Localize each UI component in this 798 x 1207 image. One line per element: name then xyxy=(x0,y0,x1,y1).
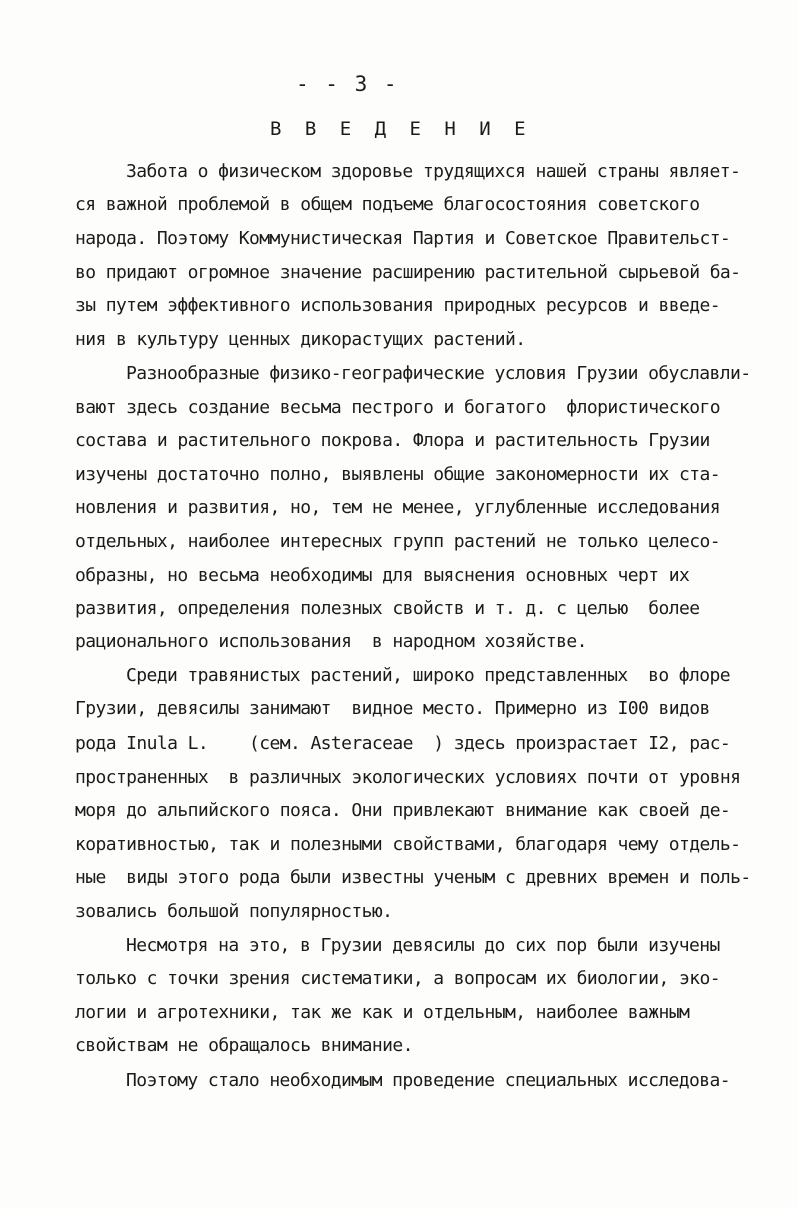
text-line: зовались большой популярностью. xyxy=(75,901,393,922)
text-line: развития, определения полезных свойств и т. д. с целью более xyxy=(75,598,700,619)
text-line: Несмотря на это, в Грузии девясилы до сих пор были изучены xyxy=(126,935,720,956)
text-line: рода Inula L. (сем. Asteraceae ) здесь произрастает I2, рас- xyxy=(75,733,731,754)
text-line: пространенных в различных экологических условиях почти от уровня xyxy=(75,767,741,788)
text-line: изучены достаточно полно, выявлены общие закономерности их ста- xyxy=(75,464,720,485)
text-line: Среди травянистых растений, широко представленных во флоре xyxy=(126,665,730,686)
section-heading: В В Е Д Е Н И Е xyxy=(270,118,532,140)
text-line: зы путем эффективного использования природных ресурсов и введе- xyxy=(75,295,720,316)
text-line: образны, но весьма необходимы для выяснения основных черт их xyxy=(75,565,690,586)
text-line: отдельных, наиболее интересных групп растений не только целесо- xyxy=(75,531,720,552)
text-line: состава и растительного покрова. Флора и растительность Грузии xyxy=(75,430,710,451)
page-number: - - 3 - xyxy=(296,72,399,96)
text-line: рационального использования в народном хозяйстве. xyxy=(75,631,587,652)
text-line: Разнообразные физико-географические условия Грузии обуславли- xyxy=(126,363,751,384)
text-line: ные виды этого рода были известны ученым с древних времен и поль- xyxy=(75,867,751,888)
text-line: свойствам не обращалось внимание. xyxy=(75,1035,413,1056)
text-line: во придают огромное значение расширению растительной сырьевой ба- xyxy=(75,262,741,283)
text-line: Забота о физическом здоровье трудящихся нашей страны являет- xyxy=(126,161,741,182)
text-line: народа. Поэтому Коммунистическая Партия и Советское Правительст- xyxy=(75,228,731,249)
text-line: логии и агротехники, так же как и отдельным, наиболее важным xyxy=(75,1002,690,1023)
text-line: ся важной проблемой в общем подъеме благосостояния советского xyxy=(75,194,700,215)
text-line: только с точки зрения систематики, а вопросам их биологии, эко- xyxy=(75,968,720,989)
text-line: коративностью, так и полезными свойствами, благодаря чему отдель- xyxy=(75,834,741,855)
text-line: Грузии, девясилы занимают видное место. Примерно из I00 видов xyxy=(75,698,710,719)
text-line: новления и развития, но, тем не менее, углубленные исследования xyxy=(75,497,720,518)
text-line: моря до альпийского пояса. Они привлекают внимание как своей де- xyxy=(75,800,731,821)
text-line: ния в культуру ценных дикорастущих растений. xyxy=(75,329,526,350)
text-line: Поэтому стало необходимым проведение специальных исследова- xyxy=(126,1070,730,1091)
text-line: вают здесь создание весьма пестрого и богатого флористического xyxy=(75,397,720,418)
